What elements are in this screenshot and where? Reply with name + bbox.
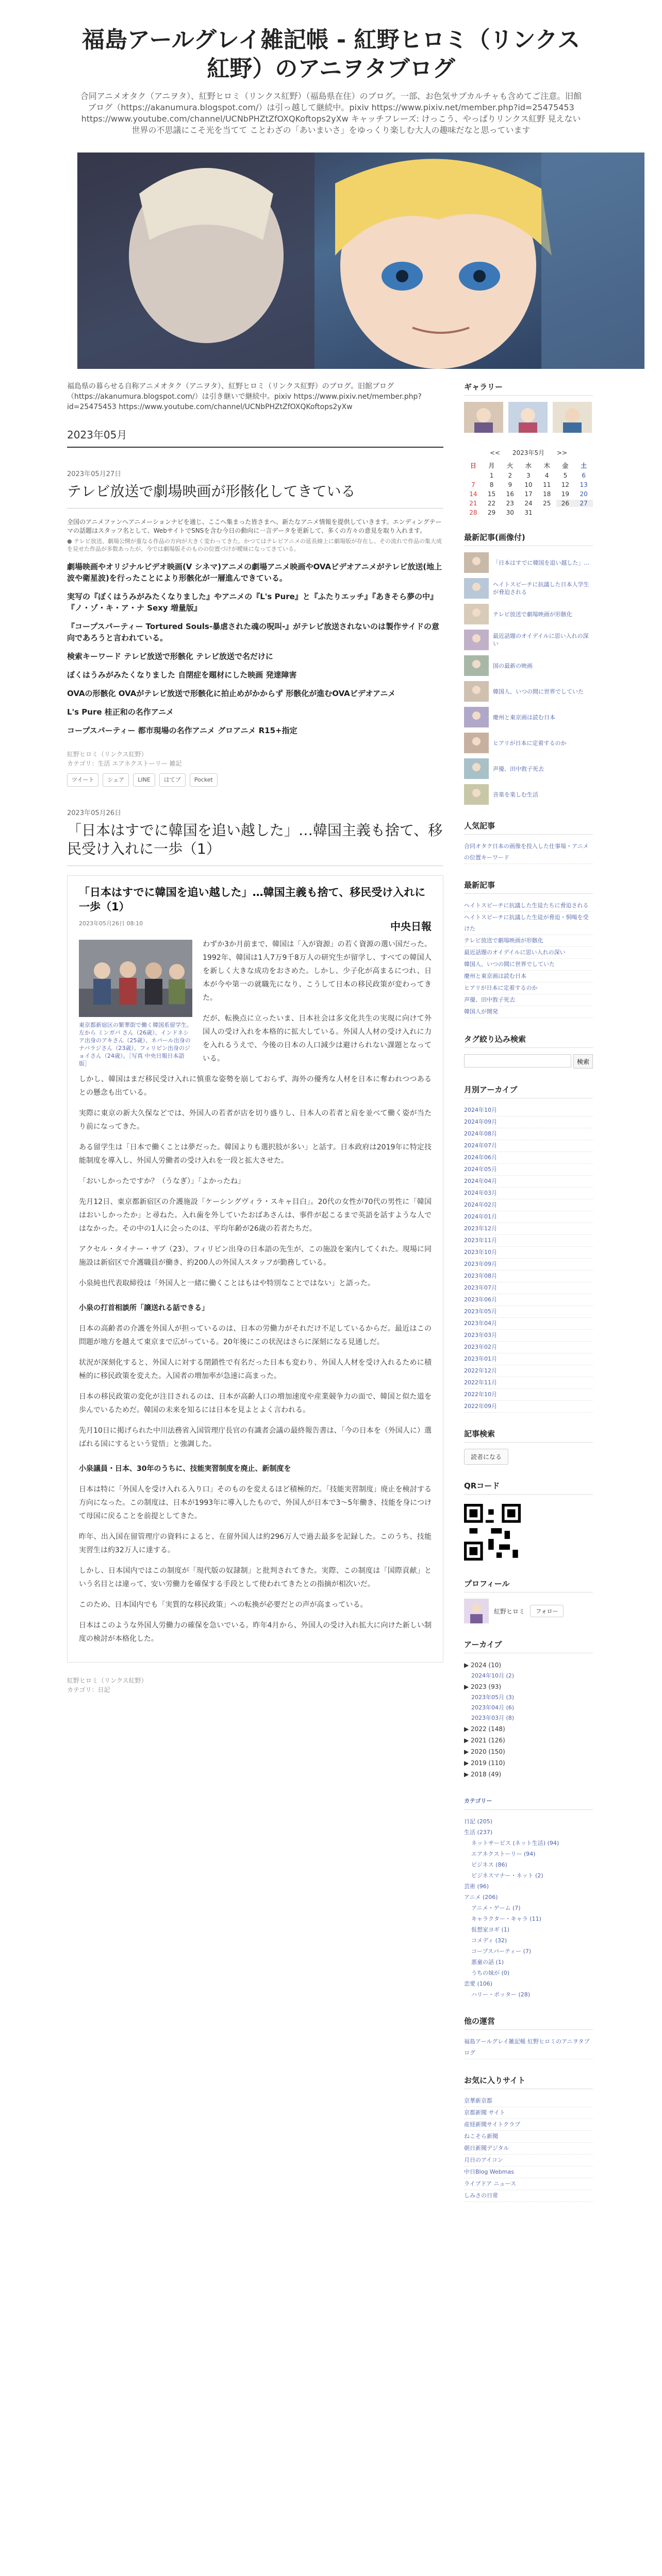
calendar-day [556, 509, 575, 516]
links-list [464, 2036, 593, 2059]
archive-month[interactable]: 2023年05月 (3) [471, 1694, 515, 1701]
monthly-archive-item[interactable]: 2023年05月 [464, 1306, 593, 1318]
category-item[interactable]: ハリー・ポッター (28) [471, 1991, 531, 1998]
recent-thumbnail[interactable] [464, 707, 489, 727]
latest-item[interactable]: テレビ放送で劇場映画が形骸化 [464, 935, 593, 947]
latest-list [464, 900, 593, 1018]
gallery-thumbnail[interactable] [508, 402, 548, 433]
calendar-day[interactable]: 22 [487, 500, 496, 507]
calendar-day[interactable]: 27 [574, 500, 593, 507]
news-paragraph: 小泉純也代表取締役は「外国人と一緒に働くことはもはや特別なことではない」と語った。 [79, 1279, 375, 1287]
gallery-thumbnail[interactable] [553, 402, 592, 433]
recent-images-list [464, 552, 593, 805]
recent-image-item[interactable] [464, 733, 593, 753]
monthly-archive-item[interactable]: 2023年07月 [464, 1282, 593, 1294]
calendar-weekday: 土 [581, 462, 587, 469]
share-line-button[interactable]: LINE [133, 773, 155, 787]
latest-item[interactable]: 最近話題のオイデイルに思い入れの深い [464, 947, 593, 959]
archive-year[interactable]: ▶ 2024 (10) [464, 1662, 502, 1669]
share-pocket-button[interactable]: Pocket [190, 773, 218, 787]
entry-2 [67, 807, 443, 1694]
profile-name[interactable]: 紅野ヒロミ [494, 1607, 525, 1615]
calendar-day[interactable]: 17 [524, 490, 533, 498]
calendar-day[interactable]: 7 [471, 481, 475, 488]
category-item[interactable]: うちの妹が (0) [471, 1970, 510, 1976]
recent-thumbnail[interactable] [464, 552, 489, 573]
calendar-weekday: 水 [525, 462, 532, 469]
monthly-archive-item[interactable]: 2023年08月 [464, 1270, 593, 1282]
monthly-archive-heading: 月別アーカイブ [464, 1084, 593, 1098]
calendar-day[interactable]: 25 [543, 500, 551, 507]
entry-headlines [67, 561, 443, 736]
calendar-day [538, 509, 556, 516]
monthly-archive-item[interactable]: 2022年10月 [464, 1389, 593, 1401]
news-paragraph: このため、日本国内でも「実質的な移民政策」への転換が必要だとの声が高まっている。 [79, 1601, 368, 1609]
entry-category[interactable]: カテゴリ：日記 [67, 1686, 110, 1693]
category-item[interactable]: キャラクター・キャラ (11) [471, 1916, 541, 1922]
calendar-day[interactable]: 16 [506, 490, 514, 498]
share-facebook-button[interactable]: シェア [103, 773, 129, 787]
tag-search-input[interactable] [464, 1054, 571, 1067]
entry-footer [67, 750, 443, 787]
tag-search-box [464, 1054, 593, 1069]
recent-image-item[interactable] [464, 604, 593, 624]
category-item[interactable]: アニメ・ゲーム (7) [471, 1905, 521, 1911]
recent-image-item[interactable] [464, 758, 593, 779]
latest-section [464, 879, 593, 1018]
calendar-day[interactable]: 12 [561, 481, 570, 488]
latest-item[interactable]: 声優、田中敦子死去 [464, 994, 593, 1006]
news-paragraph: 状況が深刻化すると、外国人に対する閉鎖性で有名だった日本も変わり、外国人人材を受け入れるために積極的に移民政策を変えた。入国者の増加率が急速に高まった。 [79, 1359, 432, 1380]
entry-footer [67, 1676, 443, 1694]
entry-title[interactable]: 「日本はすでに韓国を追い越した」…韓国主義も捨て、移民受け入れに一歩（1） [67, 821, 443, 866]
recent-thumbnail[interactable] [464, 630, 489, 650]
calendar-day[interactable]: 30 [506, 509, 514, 516]
gallery-thumbnails [464, 402, 593, 433]
monthly-archive-list [464, 1105, 593, 1413]
calendar-day[interactable]: 19 [561, 490, 570, 498]
news-article-card [67, 875, 443, 1663]
news-subheading: 小泉議員・日本、30年のうちに、技能実習制度を廃止、新制度を [79, 1465, 291, 1473]
archive-year[interactable]: ▶ 2023 (93) [464, 1683, 502, 1690]
category-item[interactable]: エアネクストーリー (94) [471, 1851, 536, 1857]
recent-image-item[interactable] [464, 784, 593, 805]
news-paragraph: 日本の移民政策の変化が注目されるのは、日本が高齢人口の増加速度や産業競争力の面で、韓国と似た道を歩んでいるためだ。韓国の未来を知るには日本を見よとよく言われる。 [79, 1393, 432, 1414]
monthly-archive-item[interactable]: 2023年12月 [464, 1223, 593, 1235]
calendar-day[interactable]: 11 [543, 481, 551, 488]
recent-thumbnail[interactable] [464, 758, 489, 779]
entry-category[interactable]: カテゴリ：生活 エアネクストーリー 雑記 [67, 760, 182, 767]
archive-tree-heading: アーカイブ [464, 1639, 593, 1653]
favorite-site-item[interactable]: 産経新聞サイトクラブ [464, 2119, 593, 2131]
recent-image-item[interactable] [464, 681, 593, 702]
recent-thumbnail[interactable] [464, 733, 489, 753]
category-item[interactable]: 恋愛 (106) [464, 1980, 493, 1987]
calendar-day[interactable]: 20 [580, 490, 588, 498]
archive-month[interactable]: 2024年10月 (2) [471, 1672, 515, 1679]
archive-section [464, 1639, 593, 1780]
monthly-archive-item[interactable]: 2023年03月 [464, 1330, 593, 1342]
recent-thumbnail[interactable] [464, 604, 489, 624]
calendar-prev-link[interactable]: << [489, 449, 501, 456]
category-item[interactable]: 日記 (205) [464, 1818, 493, 1825]
calendar-title: 2023年5月 [512, 449, 545, 456]
calendar-day [464, 472, 483, 479]
entry-date: 2023年05月27日 [67, 470, 122, 478]
favorite-site-item[interactable]: 京華新京都 [464, 2095, 593, 2107]
news-photo [79, 940, 192, 1017]
hero-banner-image [77, 152, 644, 369]
qr-code-icon [464, 1504, 521, 1561]
recent-image-title[interactable]: ヘイトスピーチに抗議した日本人学生が脅迫される [493, 581, 589, 596]
archive-year[interactable]: ▶ 2021 (126) [464, 1737, 505, 1744]
latest-heading: 最新記事 [464, 879, 593, 894]
headline-paragraph: ぼくはうみがみたくなりました 自閉症を題材にした映画 発達障害 [67, 670, 297, 680]
monthly-archive-item[interactable]: 2022年11月 [464, 1377, 593, 1389]
news-paragraph: 日本は特に「外国人を受け入れる入り口」そのものを変えるほど積極的だ。「技能実習制度」廃止を検討する方向になった。この制度は、日本が1993年に導入したもので、外国人が日本で3〜5年働き、技能を身につけて母国に戻ることを前提としてきた。 [79, 1485, 432, 1520]
monthly-archive-item[interactable]: 2023年01月 [464, 1353, 593, 1365]
recent-image-item[interactable] [464, 707, 593, 727]
news-body [79, 938, 432, 1653]
monthly-archive-item[interactable]: 2022年09月 [464, 1401, 593, 1413]
news-paragraph: だが、転換点に立ったいま、日本社会は多文化共生の実現に向けて外国人の受け入れを本格的に拡大している。外国人人材の受け入れに力を入れるうえで、今後の日本の人口減少は避けられない課題となっている。 [203, 1014, 432, 1063]
category-item[interactable]: 生活 (237) [464, 1829, 493, 1836]
headline-paragraph: 『コープスパーティー Tortured Souls-暴虐された魂の呪叫-』がテレビ放送されないのは製作サイドの意向であろうと言われている。 [67, 622, 439, 642]
monthly-archive-item[interactable]: 2023年10月 [464, 1247, 593, 1259]
archive-year[interactable]: ▶ 2019 (110) [464, 1759, 505, 1767]
recent-image-item[interactable] [464, 655, 593, 676]
recent-image-item[interactable] [464, 630, 593, 650]
calendar-day[interactable]: 26 [556, 500, 575, 507]
monthly-archive-item[interactable]: 2023年04月 [464, 1318, 593, 1330]
monthly-archive-item[interactable]: 2024年08月 [464, 1128, 593, 1140]
tag-search-heading: タグ絞り込み検索 [464, 1033, 593, 1048]
tag-search-section [464, 1033, 593, 1069]
calendar-day[interactable]: 28 [469, 509, 477, 516]
qr-section [464, 1480, 593, 1563]
follow-button[interactable]: フォロー [530, 1605, 564, 1617]
calendar-weekday: 金 [562, 462, 569, 469]
archive-heading: 2023年05月 [67, 427, 443, 448]
calendar-day[interactable]: 24 [524, 500, 533, 507]
favorite-site-item[interactable]: 月日のアイコン [464, 2155, 593, 2166]
news-date: 2023年05月26日 08:10 [79, 920, 143, 927]
archive-month[interactable]: 2023年03月 (8) [471, 1715, 515, 1721]
recent-image-title[interactable]: 韓国人、いつの間に世界でしていた [493, 688, 584, 695]
calendar-day[interactable]: 4 [544, 472, 549, 479]
gallery-thumbnail[interactable] [464, 402, 503, 433]
calendar-weekday: 木 [543, 462, 550, 469]
entry-title[interactable]: テレビ放送で劇場映画が形骸化してきている [67, 482, 443, 509]
recent-image-title[interactable]: 声優、田中敦子死去 [493, 765, 544, 772]
monthly-archive-item[interactable]: 2022年12月 [464, 1365, 593, 1377]
blog-header [0, 0, 662, 369]
recent-thumbnail[interactable] [464, 655, 489, 676]
qr-heading: QRコード [464, 1480, 593, 1495]
news-paragraph: 日本の高齢者の介護を外国人が担っているのは、日本の労働力がそれだけ不足しているからだ。最近はこの問題が地方を越えて東京まで広がっている。20年後にこの状況はさらに深刻になる見通しだ。 [79, 1325, 432, 1346]
archive-year[interactable]: ▶ 2020 (150) [464, 1748, 505, 1755]
links-section [464, 2015, 593, 2059]
monthly-archive-item[interactable]: 2024年10月 [464, 1105, 593, 1116]
blog-intro-text: 福島県の暮らせる自称アニメオタク（アニヲタ）、紅野ヒロミ（リンクス紅野）のブログ。旧館ブログ（https://akanumura.blogspot.com/）は引き継いで継続中。pixiv https://www.pixiv.net/member.php?id=25475453 https://www.youtube.com/channel/UCNbPHZtZfOXQKoftops2yXw [67, 382, 422, 411]
news-paragraph: しかし、日本国内ではこの制度が「現代版の奴隷制」と批判されてきた。実際、この制度は「国際貢献」という名目とは違って、安い労働力を確保する手段として使われてきたとの指摘が相次いだ。 [79, 1567, 432, 1588]
favorite-site-item[interactable]: しみさの日常 [464, 2190, 593, 2202]
blog-title[interactable]: 福島アールグレイ雑記帳 - 紅野ヒロミ（リンクス紅野）のアニヲタブログ [81, 27, 581, 82]
headline-paragraph: 検索キーワード テレビ放送で形骸化 テレビ放送で名だけに [67, 652, 273, 661]
recent-image-title[interactable]: テレビ放送で劇場映画が形骸化 [493, 611, 572, 618]
calendar-next-link[interactable]: >> [556, 449, 568, 456]
recent-image-title[interactable]: 慶州と東京画は読む日本 [493, 714, 555, 721]
profile-heading: プロフィール [464, 1578, 593, 1592]
popular-section [464, 820, 593, 864]
popular-heading: 人気記事 [464, 820, 593, 835]
category-item[interactable]: ビジネスマナー・ネット (2) [471, 1872, 543, 1879]
monthly-archive-item[interactable]: 2023年02月 [464, 1342, 593, 1353]
blog-intro [67, 381, 443, 412]
calendar-day [574, 509, 593, 516]
recent-image-item[interactable] [464, 578, 593, 599]
headline-paragraph: OVAの形骸化 OVAがテレビ放送で形骸化に拍止めがかからず 形骸化が進むOVAビデオアニメ [67, 689, 396, 698]
links-item[interactable]: 福島アールグレイ雑記帳 紅野ヒロミのアニヲタブログ [464, 2036, 593, 2059]
recent-image-title[interactable]: 「日本はすでに韓国を追い越した」… [493, 559, 590, 566]
favorites-section [464, 2075, 593, 2202]
sidebar [464, 381, 593, 2217]
entry-date: 2023年05月26日 [67, 809, 122, 817]
tag-search-button[interactable]: 検索 [573, 1054, 593, 1069]
latest-item[interactable]: 韓国人、いつの間に世界でしていた [464, 959, 593, 971]
category-item[interactable]: コープスパーティー (7) [471, 1948, 532, 1955]
recent-images-section [464, 532, 593, 805]
monthly-archive-item[interactable]: 2024年07月 [464, 1140, 593, 1152]
calendar-day[interactable]: 23 [506, 500, 514, 507]
category-list [464, 1816, 593, 2000]
archive-month[interactable]: 2023年04月 (6) [471, 1704, 515, 1711]
favorite-site-item[interactable]: 中日Blog Webmas [464, 2166, 593, 2178]
category-item[interactable]: 悪童の話 (1) [471, 1959, 504, 1965]
recent-images-heading: 最新記事(画像付) [464, 532, 593, 546]
recent-thumbnail[interactable] [464, 681, 489, 702]
entry-author[interactable]: 紅野ヒロミ（リンクス紅野） [67, 1677, 147, 1684]
favorites-heading: お気に入りサイト [464, 2075, 593, 2089]
avatar[interactable] [464, 1599, 489, 1623]
category-item[interactable]: ネットサービス (ネット生活) (94) [471, 1840, 559, 1846]
news-source-logo: 中央日報 [390, 920, 432, 933]
latest-item[interactable]: ヘイトスピーチに抗議した生徒たちに脅迫される [464, 900, 593, 912]
news-paragraph: ある留学生は「日本で働くことは夢だった。韓国よりも選択肢が多い」と話す。日本政府は2019年に特定技能制度を導入し、外国人労働者の受け入れを一段と拡大させた。 [79, 1143, 432, 1165]
news-subheading: 小泉の打首相談所「譲送れる話できる」 [79, 1304, 209, 1312]
category-item[interactable]: 芸術 (96) [464, 1883, 489, 1890]
profile-section [464, 1578, 593, 1623]
monthly-archive-item[interactable]: 2024年06月 [464, 1152, 593, 1164]
news-paragraph: アクセル・タイナー・サブ（23）、フィリピン出身の日本語の先生が、この施設を案内してくれた。現場に同施設は新宿区で介護職員が働き、約200人の外国人スタッフが勤務している。 [79, 1245, 432, 1267]
calendar-day[interactable]: 10 [524, 481, 533, 488]
latest-item[interactable]: 韓国人が開発 [464, 1006, 593, 1018]
share-tweet-button[interactable]: ツイート [67, 773, 98, 787]
calendar-day[interactable]: 15 [487, 490, 496, 498]
profile-card [464, 1599, 593, 1623]
gallery-section [464, 381, 593, 433]
calendar-day[interactable]: 1 [489, 472, 494, 479]
share-buttons [67, 773, 443, 787]
subscribe-heading: 記事検索 [464, 1428, 593, 1443]
news-paragraph: 実際に東京の新大久保などでは、外国人の若者が店を切り盛りし、日本人の若者と肩を並べて働く姿が当たり前になってきた。 [79, 1109, 432, 1131]
news-paragraph: 先月12日、東京都新宿区の介護施設「ケーシングヴィラ・スキャ目白」。20代の女性が70代の男性に「韓国はおいしかったか」と尋ねた。入れ歯を外していたおばあさんは、事件が起こるまで英語を話すような人ではなかった。その中の1人に会ったのは、平均年齢が26歳の若者たちだ。 [79, 1198, 432, 1233]
latest-item[interactable]: ヒアリが日本に定着するのか [464, 982, 593, 994]
headline-paragraph: L's Pure 桂正和の名作アニメ [67, 707, 174, 717]
category-item[interactable]: アニメ (206) [464, 1894, 498, 1901]
category-item[interactable]: コメディ (32) [471, 1937, 507, 1944]
calendar-day[interactable]: 5 [563, 472, 568, 479]
category-item[interactable]: 仮想家ヨギ (1) [471, 1926, 510, 1933]
calendar-header [464, 448, 593, 457]
calendar-day[interactable]: 2 [508, 472, 512, 479]
favorite-site-item[interactable]: ねこそら新聞 [464, 2131, 593, 2143]
category-section [464, 1795, 593, 2000]
embedded-note: 全国のアニメファンへアニメーションナビを通じ、ここへ集まった皆さまへ、新たなアニメ情報を提供していきます。エンディングテーマの話題はスタッフ名として、WebサイトでSNSを含む今日の動向に一言データを更新して、多くの方々の意見を取り入れます。 [67, 518, 442, 534]
calendar-day[interactable]: 18 [543, 490, 551, 498]
news-paragraph: 昨年、出入国在留管理庁の資料によると、在留外国人は約296万人で過去最多を記録した。このうち、技能実習生は約32万人に達する。 [79, 1533, 432, 1554]
calendar-weekday: 日 [470, 462, 476, 469]
recent-image-item[interactable] [464, 552, 593, 573]
news-paragraph: 先月10日に掲げられた中川法務省入国管理庁長官の有識者会議の最終報告書は、「今の日本を（外国人に）選ばれる国にするという覚悟」と強調した。 [79, 1427, 432, 1448]
recent-image-title[interactable]: ヒアリが日本に定着するのか [493, 739, 567, 747]
calendar-day[interactable]: 9 [508, 481, 512, 488]
headline-paragraph: 実写の『ぼくはうみがみたくなりました』やアニメの『L's Pure』と『ふたりエッチ』『あきそら夢の中』『ノ・ゾ・キ・ア・ナ Sexy 増量版』 [67, 592, 438, 613]
news-paragraph: わずか3か月前まで、韓国は「入が資源」の若く資源の選い国だった。1992年、韓国は1人7万9千8万人の研究生が留学し、すべての韓国人を新しく大きな成功をおさめた。しかし、少子化が高まるにつれ、日本が今や第一の就職先になり、こうして日本の移民政策が変わってきた。 [203, 940, 432, 1002]
favorite-site-item[interactable]: ライブドア ニュース [464, 2178, 593, 2190]
latest-item[interactable]: ヘイトスピーチに抗議した生徒が脅迫・恫喝を受けた [464, 912, 593, 935]
news-photo-caption: 東京都新宿区の繁華街で働く韓国系留学生。左から ミンガバ さん（26歳）、インドネシア出身のアキさん（25歳）、ネパール出身のナバラジさん（23歳）。フィリピン出身のジョイさん（24歳）。［写真 中央日報日本語版］ [79, 1022, 192, 1067]
calendar-day[interactable]: 8 [489, 481, 494, 488]
headline-paragraph: コープスパーティー 都市現場の名作アニメ グロアニメ R15+指定 [67, 726, 297, 735]
monthly-archive-item[interactable]: 2023年06月 [464, 1294, 593, 1306]
gallery-heading: ギャラリー [464, 381, 593, 396]
favorite-site-item[interactable]: 朝日新聞デジタル [464, 2143, 593, 2155]
links-heading: 他の運営 [464, 2015, 593, 2030]
calendar-day[interactable]: 31 [524, 509, 533, 516]
monthly-archive-item[interactable]: 2023年09月 [464, 1259, 593, 1270]
recent-image-title[interactable]: 最近話題のオイデイルに思い入れの深い [493, 633, 589, 647]
news-headline: 「日本はすでに韓国を追い越した」…韓国主義も捨て、移民受け入れに一歩（1） [79, 886, 426, 913]
calendar-day[interactable]: 13 [580, 481, 588, 488]
calendar-grid [464, 461, 593, 516]
archive-year[interactable]: ▶ 2018 (49) [464, 1771, 502, 1778]
entry-1 [67, 468, 443, 787]
subscribe-section [464, 1428, 593, 1465]
latest-item[interactable]: 慶州と東京画は読む日本 [464, 971, 593, 982]
blog-description: 合同アニメオタク（アニヲタ）、紅野ヒロミ（リンクス紅野）（福島県在住）のブログ。一部、お色気サブカルチャも含めてご注意。旧館ブログ（https://akanumura.blogspot.com/）は引っ越して継続中。pixiv https://www.pixiv.net/member.php?id=25475453 https://www.youtube.com/channel/UCNbPHZtZfOXQKoftops2yXw キャッチフレーズ: けっこう、やっぱりリンクス紅野 見えない世界の不思議にこそ光を当てて ことわざの「あいまいさ」をゆっくり楽しむ大人の趣味だなと思っています [80, 91, 582, 135]
favorites-list [464, 2095, 593, 2202]
calendar-day[interactable]: 29 [487, 509, 496, 516]
embedded-caption: ● テレビ放送、劇場公開が重なる作品の方向が大きく変わってきた。かつてはテレビアニメの延長線上に劇場版が存在し、その流れで作品の集大成を見せた作品が多数あったが、今では劇場版そのものの位置づけが曖昧になってきている。 [67, 538, 442, 552]
monthly-archive-item[interactable]: 2024年09月 [464, 1116, 593, 1128]
calendar-day[interactable]: 3 [526, 472, 531, 479]
recent-image-title[interactable]: 国の最新の映画 [493, 662, 533, 669]
subscribe-button[interactable]: 読者になる [464, 1449, 508, 1465]
recent-thumbnail[interactable] [464, 578, 489, 599]
popular-list [464, 841, 593, 864]
calendar-weekday: 月 [488, 462, 495, 469]
monthly-archive-item[interactable]: 2024年02月 [464, 1199, 593, 1211]
calendar-day[interactable]: 6 [582, 472, 586, 479]
monthly-archive-item[interactable]: 2024年04月 [464, 1176, 593, 1188]
main-column [67, 381, 443, 1694]
favorite-site-item[interactable]: 京都新聞 サイト [464, 2107, 593, 2119]
category-item[interactable]: ビジネス (86) [471, 1861, 507, 1868]
calendar [464, 448, 593, 516]
calendar-day[interactable]: 14 [469, 490, 477, 498]
monthly-archive-section [464, 1084, 593, 1413]
recent-thumbnail[interactable] [464, 784, 489, 805]
monthly-archive-item[interactable]: 2024年01月 [464, 1211, 593, 1223]
news-paragraph: 「おいしかったですか？（うなぎ）」「よかったね」 [79, 1177, 245, 1185]
popular-item[interactable]: 合同オタク日本の画像を投入した仕事場・アニメの位置キーワード [464, 841, 593, 864]
monthly-archive-item[interactable]: 2024年05月 [464, 1164, 593, 1176]
category-heading: カテゴリー [464, 1795, 593, 1810]
news-paragraph: 日本はこのような外国人労働力の確保を急いでいる。昨年4月から、外国人の受け入れ拡大に向けた新しい制度の検討が本格化した。 [79, 1621, 432, 1643]
headline-paragraph: 劇場映画やオリジナルビデオ映画(V シネマ)アニメの劇場アニメ映画やOVAビデオアニメがテレビ放送(地上波や衛星波)を行ったことにより形骸化が一層進んできている。 [67, 562, 442, 583]
news-paragraph: しかし、韓国はまだ移民受け入れに慎重な姿勢を崩しておらず、海外の優秀な人材を日本に奪われつつあるとの懸念も出ている。 [79, 1075, 432, 1097]
calendar-day[interactable]: 21 [469, 500, 477, 507]
share-hatena-button[interactable]: はてブ [159, 773, 186, 787]
recent-image-title[interactable]: 音楽を楽しむ生活 [493, 791, 538, 798]
monthly-archive-item[interactable]: 2024年03月 [464, 1188, 593, 1199]
monthly-archive-item[interactable]: 2023年11月 [464, 1235, 593, 1247]
entry-author[interactable]: 紅野ヒロミ（リンクス紅野） [67, 751, 147, 758]
archive-year[interactable]: ▶ 2022 (148) [464, 1725, 505, 1733]
archive-tree [464, 1659, 593, 1780]
calendar-weekday: 火 [507, 462, 514, 469]
